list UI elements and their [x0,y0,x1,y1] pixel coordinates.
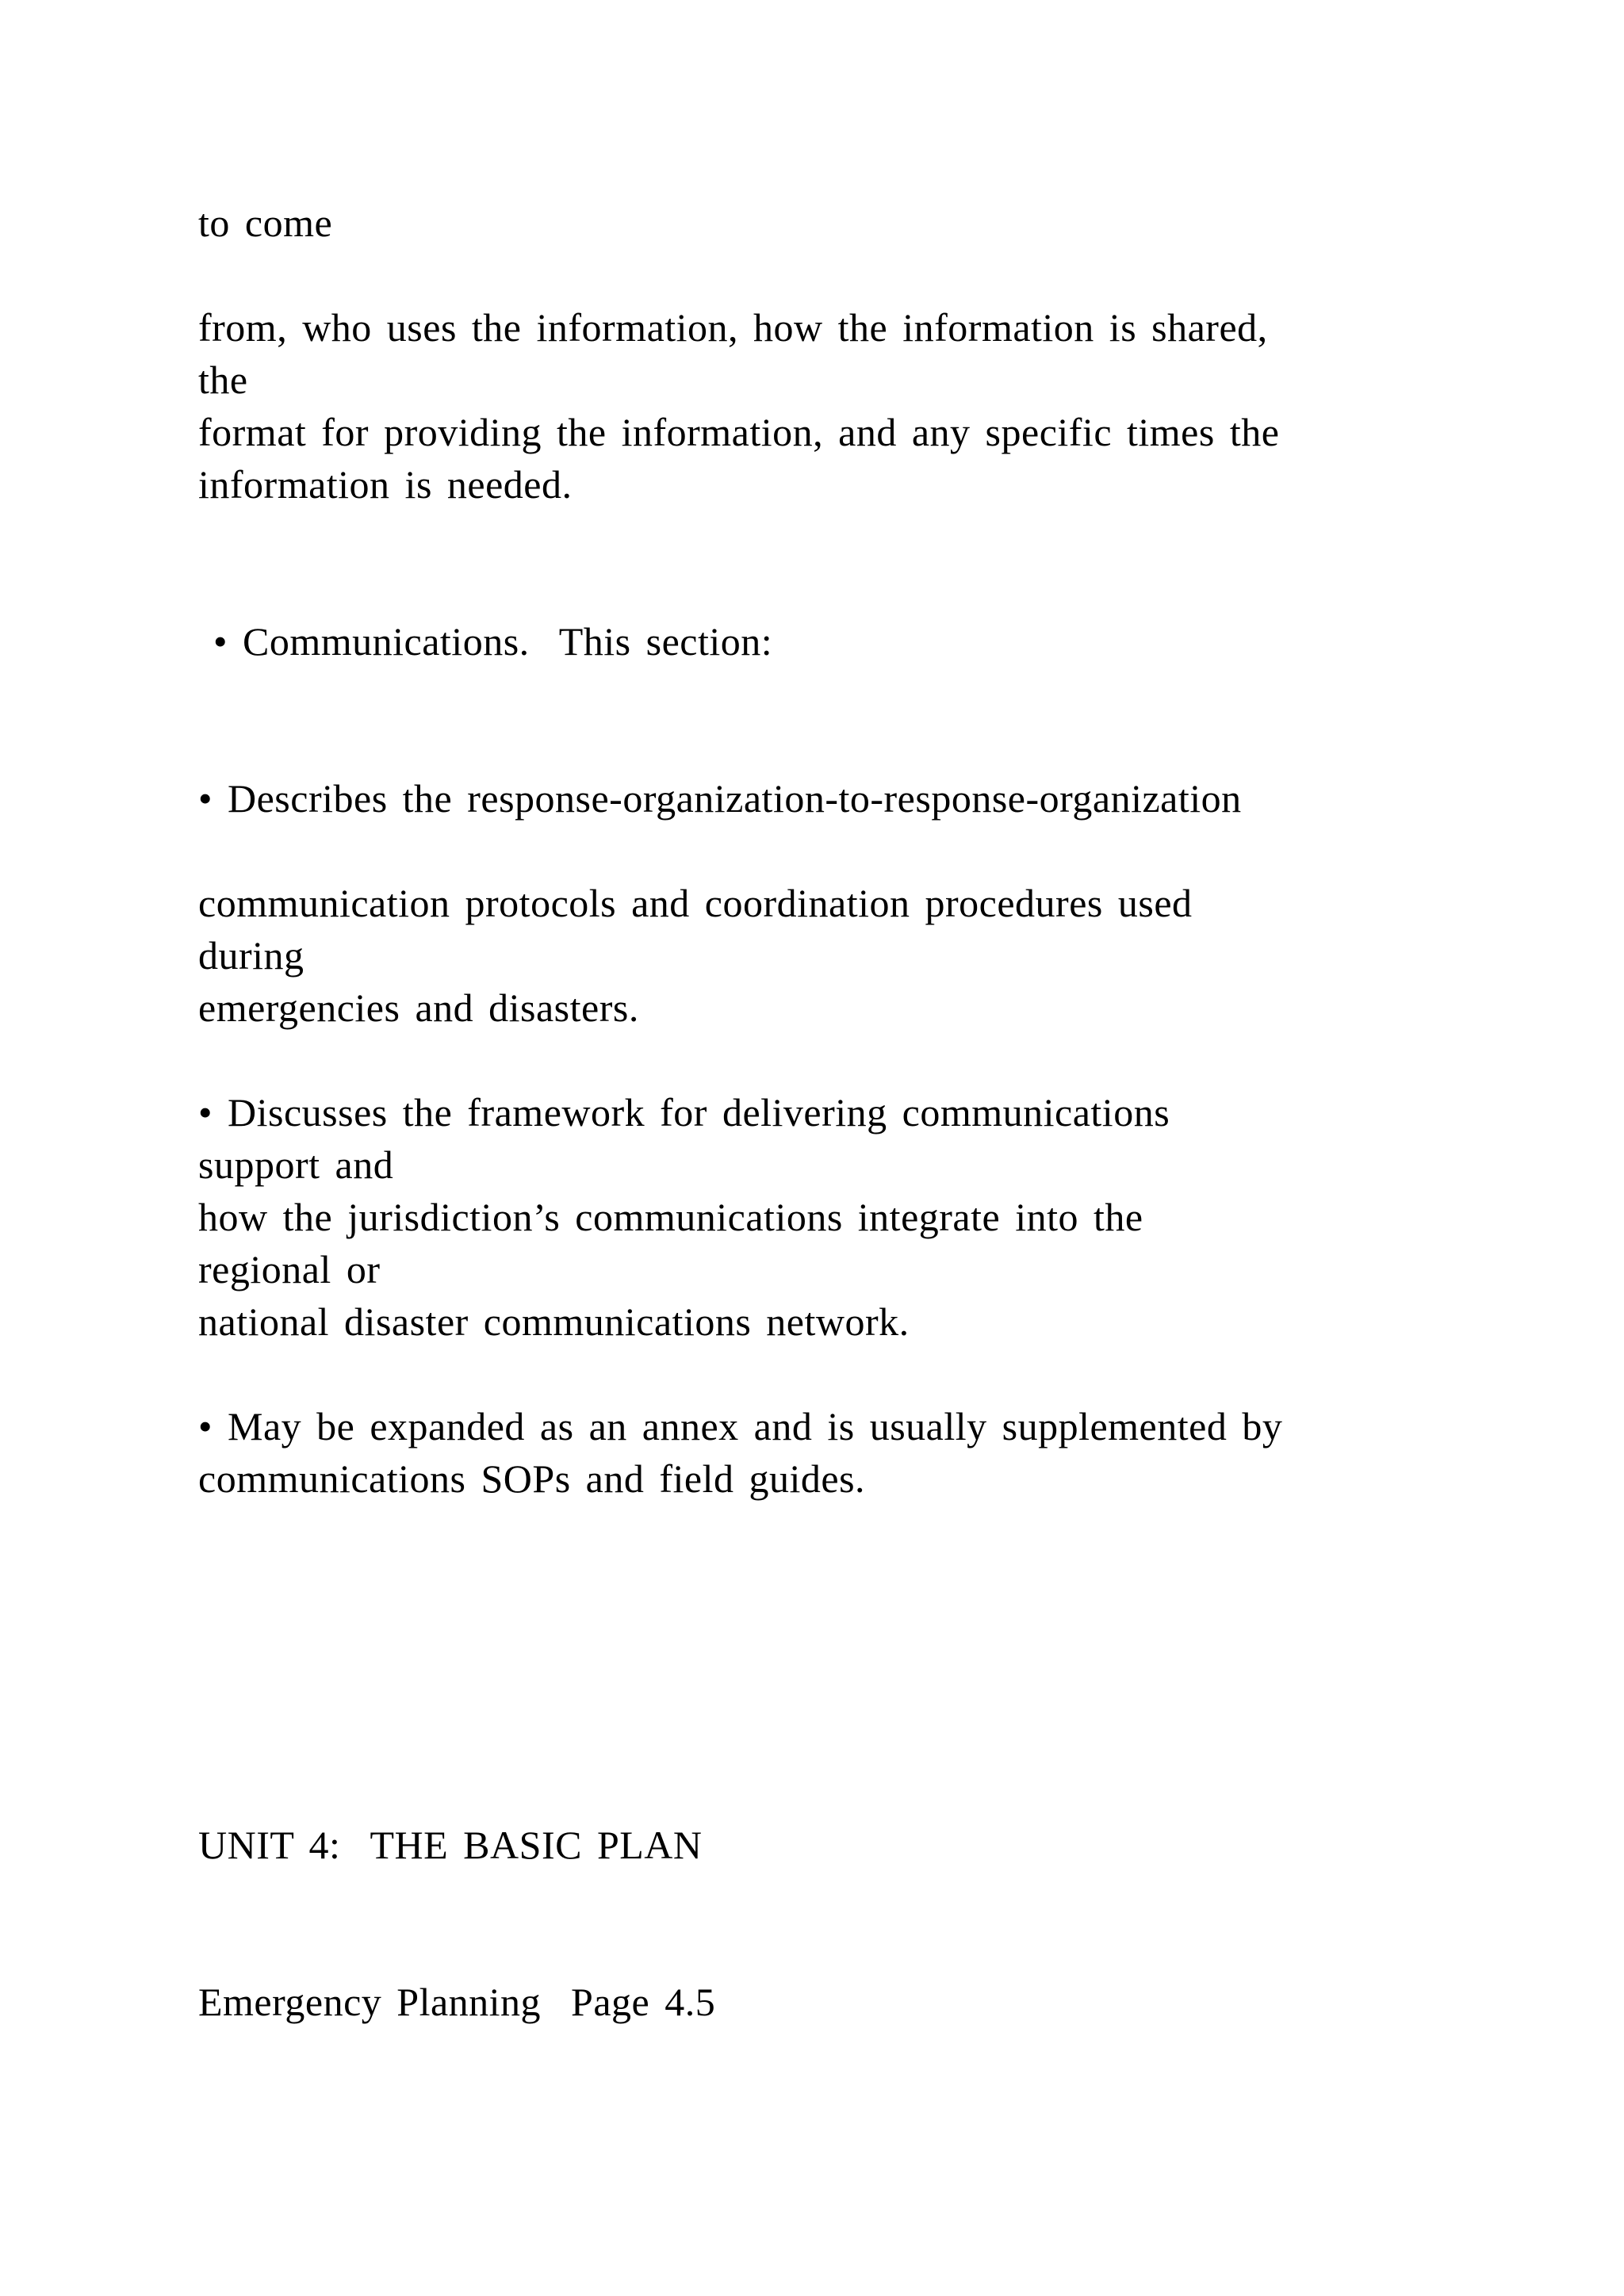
section-heading-communications: • Communications. This section: [198,619,773,664]
text-line: support and [198,1142,394,1187]
text-line: format for providing the information, and any specific times the [198,410,1280,454]
bullet-item: • Discusses the framework for delivering communications [198,1090,1170,1135]
text-line: the [198,358,248,402]
text-line: information is needed. [198,462,573,507]
text-line: from, who uses the information, how the information is shared, [198,305,1268,350]
bullet-item: • May be expanded as an annex and is usually supplemented by [198,1404,1283,1448]
text-line: to come [198,201,333,245]
text-line: national disaster communications network. [198,1299,910,1344]
text-line: during [198,933,304,978]
text-line: how the jurisdiction’s communications integrate into the [198,1195,1143,1239]
unit-footer: UNIT 4: THE BASIC PLAN [198,1823,703,1867]
text-line: regional or [198,1247,381,1292]
bullet-item: • Describes the response-organization-to-response-organization [198,776,1242,821]
text-line: communications SOPs and field guides. [198,1456,866,1501]
page-footer: Emergency Planning Page 4.5 [198,1980,716,2024]
text-line: communication protocols and coordination procedures used [198,881,1193,925]
text-line: emergencies and disasters. [198,985,639,1030]
